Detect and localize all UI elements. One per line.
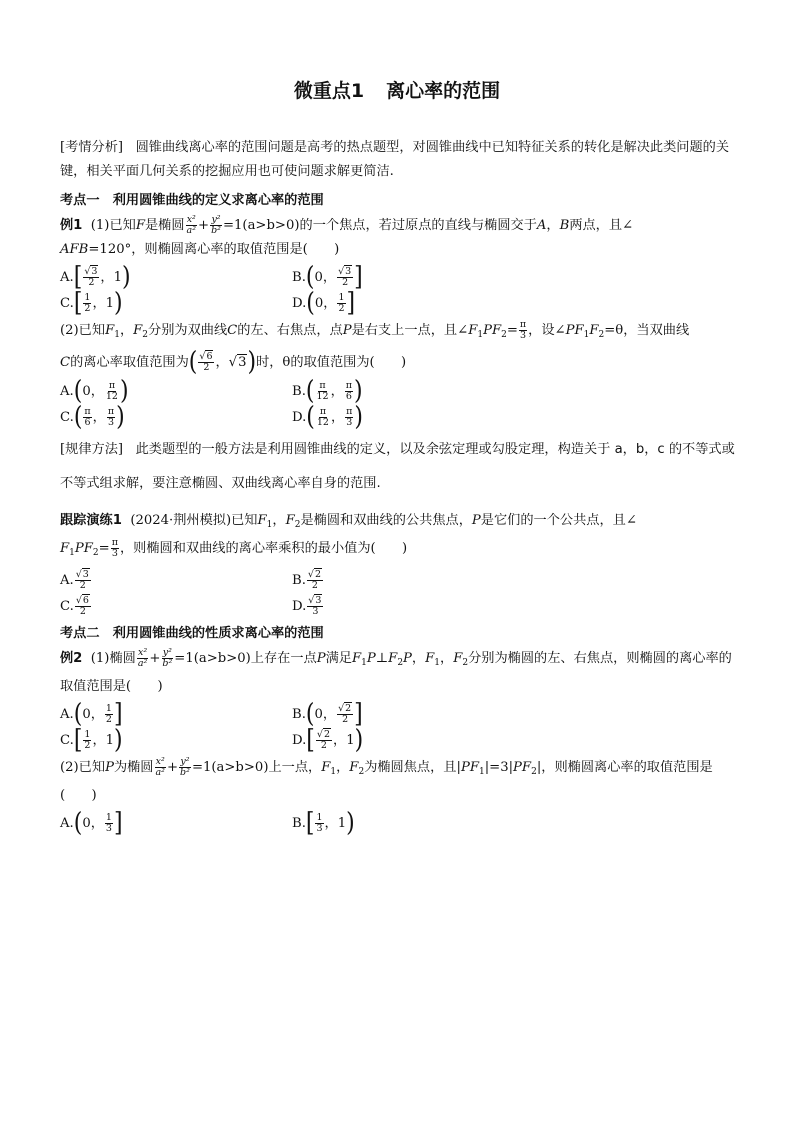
ex1-q2: (2)已知$F_1$，$F_2$分别为双曲线C的左、右焦点，点P是右支上一点，且$\angle F_1PF_2=$ $\frac{\pi}{3}$ ，设$\angle PF_1F_2=\theta$，当双曲线 C的离心率取值范围为( $\frac{√6}{2}$ ，√3)时，θ的取值范围为( )	[60, 319, 690, 377]
ex2-q2-text-b: 为椭圆	[113, 760, 154, 775]
ex1-q1-text-e: =120°，则椭圆离心率的取值范围是( )	[88, 242, 340, 257]
track1-text-a: (2024·荆州模拟)已知	[130, 513, 258, 528]
option-a[interactable]: A.(0， $\frac{\pi}{12}$ )	[60, 375, 129, 406]
ex1-label: 例1	[60, 218, 83, 233]
ex1-q1-options-ab	[60, 261, 736, 292]
math-F: F	[135, 218, 145, 233]
method-label: [规律方法]	[60, 442, 124, 457]
title-part1: 微重点1	[293, 80, 365, 102]
option-a[interactable]: A. $\frac{√3}{2}$	[60, 569, 89, 591]
ex1-q1: 例1 (1)已知F是椭圆 $\frac{\text{x²}}{\text{a²}}$ + $\frac{\text{y²}}{\text{b²}}$ =1(a>b>0)的一个焦点，若过原点的直线与椭圆交于A，B两点，且∠ AFB=120°，则椭圆离心率的取值范围是( )	[60, 214, 634, 257]
option-c[interactable]: C.[ $\frac{1}{2}$ ，1)	[60, 287, 123, 318]
section-1-heading: 考点一 利用圆锥曲线的定义求离心率的范围	[60, 193, 324, 208]
ex1-q2-text-h: 时，θ的取值范围为( )	[256, 355, 407, 370]
ex1-q2-options-cd	[60, 401, 736, 432]
ex2-q1-text-b: 上存在一点	[250, 651, 317, 666]
ex1-q1-text-c: 的一个焦点，若过原点的直线与椭圆交于	[299, 218, 537, 233]
ex1-q2-text-d: 是右支上一点，且∠	[351, 323, 469, 338]
section-2-heading: 考点二 利用圆锥曲线的性质求离心率的范围	[60, 626, 324, 641]
option-c[interactable]: C.( $\frac{\pi}{6}$ ， $\frac{\pi}{3}$ )	[60, 401, 125, 432]
ex2-q2-text-a: (2)已知	[60, 760, 106, 775]
option-a[interactable]: A.(0， $\frac{1}{2}$ ]	[60, 698, 123, 729]
option-d[interactable]: D.( $\frac{\pi}{12}$ ， $\frac{\pi}{3}$ )	[292, 401, 364, 432]
ex2-q1-text-a: (1)椭圆	[90, 651, 136, 666]
ex1-q2-text-g: 的离心率取值范围为	[70, 355, 189, 370]
track1-options-cd	[60, 596, 736, 617]
track1-text-d: ，则椭圆和双曲线的离心率乘积的最小值为( )	[119, 541, 408, 556]
ex2-q2-text-d: 为椭圆焦点，且|	[364, 760, 461, 775]
option-b[interactable]: B. $\frac{√2}{2}$	[292, 569, 321, 591]
math-B: B	[559, 218, 570, 233]
ex2-q2-text-f: |，则椭圆离心率的取值范围是( )	[60, 760, 713, 803]
option-c[interactable]: C.[ $\frac{1}{2}$ ，1)	[60, 724, 123, 755]
option-b[interactable]: B.(0， $\frac{√3}{2}$ ]	[292, 261, 363, 292]
ex2-q2-options-ab	[60, 807, 736, 838]
track1-question: 跟踪演练1 (2024·荆州模拟)已知$F_1$，$F_2$是椭圆和双曲线的公共焦点，P是它们的一个公共点，且∠ $F_1PF_2=$ $\frac{\pi}{3}$ ，则椭圆和双曲线的离心率乘积的最小值为( )	[60, 513, 637, 559]
ex2-q2-text-c: 上一点，	[268, 760, 322, 775]
ex1-q2-text-c: 的左、右焦点，点	[237, 323, 343, 338]
track1-text-b: 是椭圆和双曲线的公共焦点，	[300, 513, 472, 528]
track1-label: 跟踪演练1	[60, 513, 122, 528]
option-b[interactable]: B.( $\frac{\pi}{12}$ ， $\frac{\pi}{6}$ )	[292, 375, 363, 406]
ex1-q2-text-b: 分别为双曲线	[148, 323, 228, 338]
ex2-q1-text-d: 分别为椭圆的左、右焦点，则椭圆的离心率的取值范围是( )	[60, 651, 732, 694]
track1-text-c: 是它们的一个公共点，且∠	[480, 513, 637, 528]
option-d[interactable]: D.[ $\frac{√2}{2}$ ，1)	[292, 724, 364, 755]
ex2-q1-text-c: 满足	[325, 651, 352, 666]
ex1-q1-text-d: 两点，且∠	[569, 218, 634, 233]
frac-x2-a2: $\frac{\text{x²}}{\text{a²}}$	[186, 214, 197, 236]
ex2-q2: (2)已知P为椭圆 $\frac{\text{x²}}{\text{a²}}$ + $\frac{\text{y²}}{\text{b²}}$ =1(a>b>0)上一点，$F_1$，$F_2$为椭圆焦点，且$|PF_1|=3|PF_2|$，则椭圆离心率的取值范围是( )	[60, 756, 713, 803]
ex1-q2-text-e: ，设∠	[528, 323, 566, 338]
option-a[interactable]: A.(0， $\frac{1}{3}$ ]	[60, 807, 123, 838]
option-a[interactable]: A.[ $\frac{√3}{2}$ ，1)	[60, 261, 131, 292]
math-AFB: AFB	[60, 242, 89, 257]
ex1-q2-options-ab	[60, 375, 736, 406]
intro-paragraph	[60, 136, 736, 184]
ex2-q1: 例2 (1)椭圆 $\frac{\text{x²}}{\text{a²}}$ + $\frac{\text{y²}}{\text{b²}}$ =1(a>b>0)上存在一点P满足$F_1P\perp F_2P$，$F_1$，$F_2$分别为椭圆的左、右焦点，则椭圆的离心率的取值范围是( )	[60, 647, 732, 694]
intro-text: 圆锥曲线离心率的范围问题是高考的热点题型，对圆锥曲线中已知特征关系的转化是解决此类问题的关键，相关平面几何关系的挖掘应用也可使问题求解更简洁.	[60, 140, 730, 179]
option-b[interactable]: B.[ $\frac{1}{3}$ ，1)	[292, 807, 355, 838]
math-A: A	[536, 218, 547, 233]
track1-options-ab	[60, 570, 736, 591]
method-paragraph	[60, 433, 736, 501]
option-d[interactable]: D.(0， $\frac{1}{2}$ ]	[292, 287, 356, 318]
ex2-q2-text-e: |=3|	[484, 760, 514, 775]
option-b[interactable]: B.(0， $\frac{√2}{2}$ ]	[292, 698, 363, 729]
option-d[interactable]: D. $\frac{√3}{3}$	[292, 595, 322, 617]
method-text: 此类题型的一般方法是利用圆锥曲线的定义，以及余弦定理或勾股定理，构造关于 a，b，c 的不等式或不等式组求解，要注意椭圆、双曲线离心率自身的范围.	[60, 442, 735, 491]
ex1-q1-text-b: 是椭圆	[144, 218, 185, 233]
page-title	[0, 76, 794, 103]
frac-y2-b2: $\frac{\text{y²}}{\text{b²}}$	[211, 214, 221, 236]
intro-label: [考情分析]	[60, 140, 124, 155]
content	[60, 136, 736, 839]
option-c[interactable]: C. $\frac{√6}{2}$	[60, 595, 89, 617]
ex2-q1-options-ab	[60, 698, 736, 729]
title-part2: 离心率的范围	[386, 80, 501, 102]
ellipse-rhs: =1(a>b>0)	[222, 218, 300, 233]
ex2-label: 例2	[60, 651, 83, 666]
ex2-q1-options-cd	[60, 724, 736, 755]
ex1-q2-text-a: (2)已知	[60, 323, 106, 338]
ex1-q1-text-a: (1)已知	[90, 218, 136, 233]
ex1-q2-text-f: =θ，当双曲线	[604, 323, 690, 338]
ex1-q1-options-cd	[60, 287, 736, 318]
